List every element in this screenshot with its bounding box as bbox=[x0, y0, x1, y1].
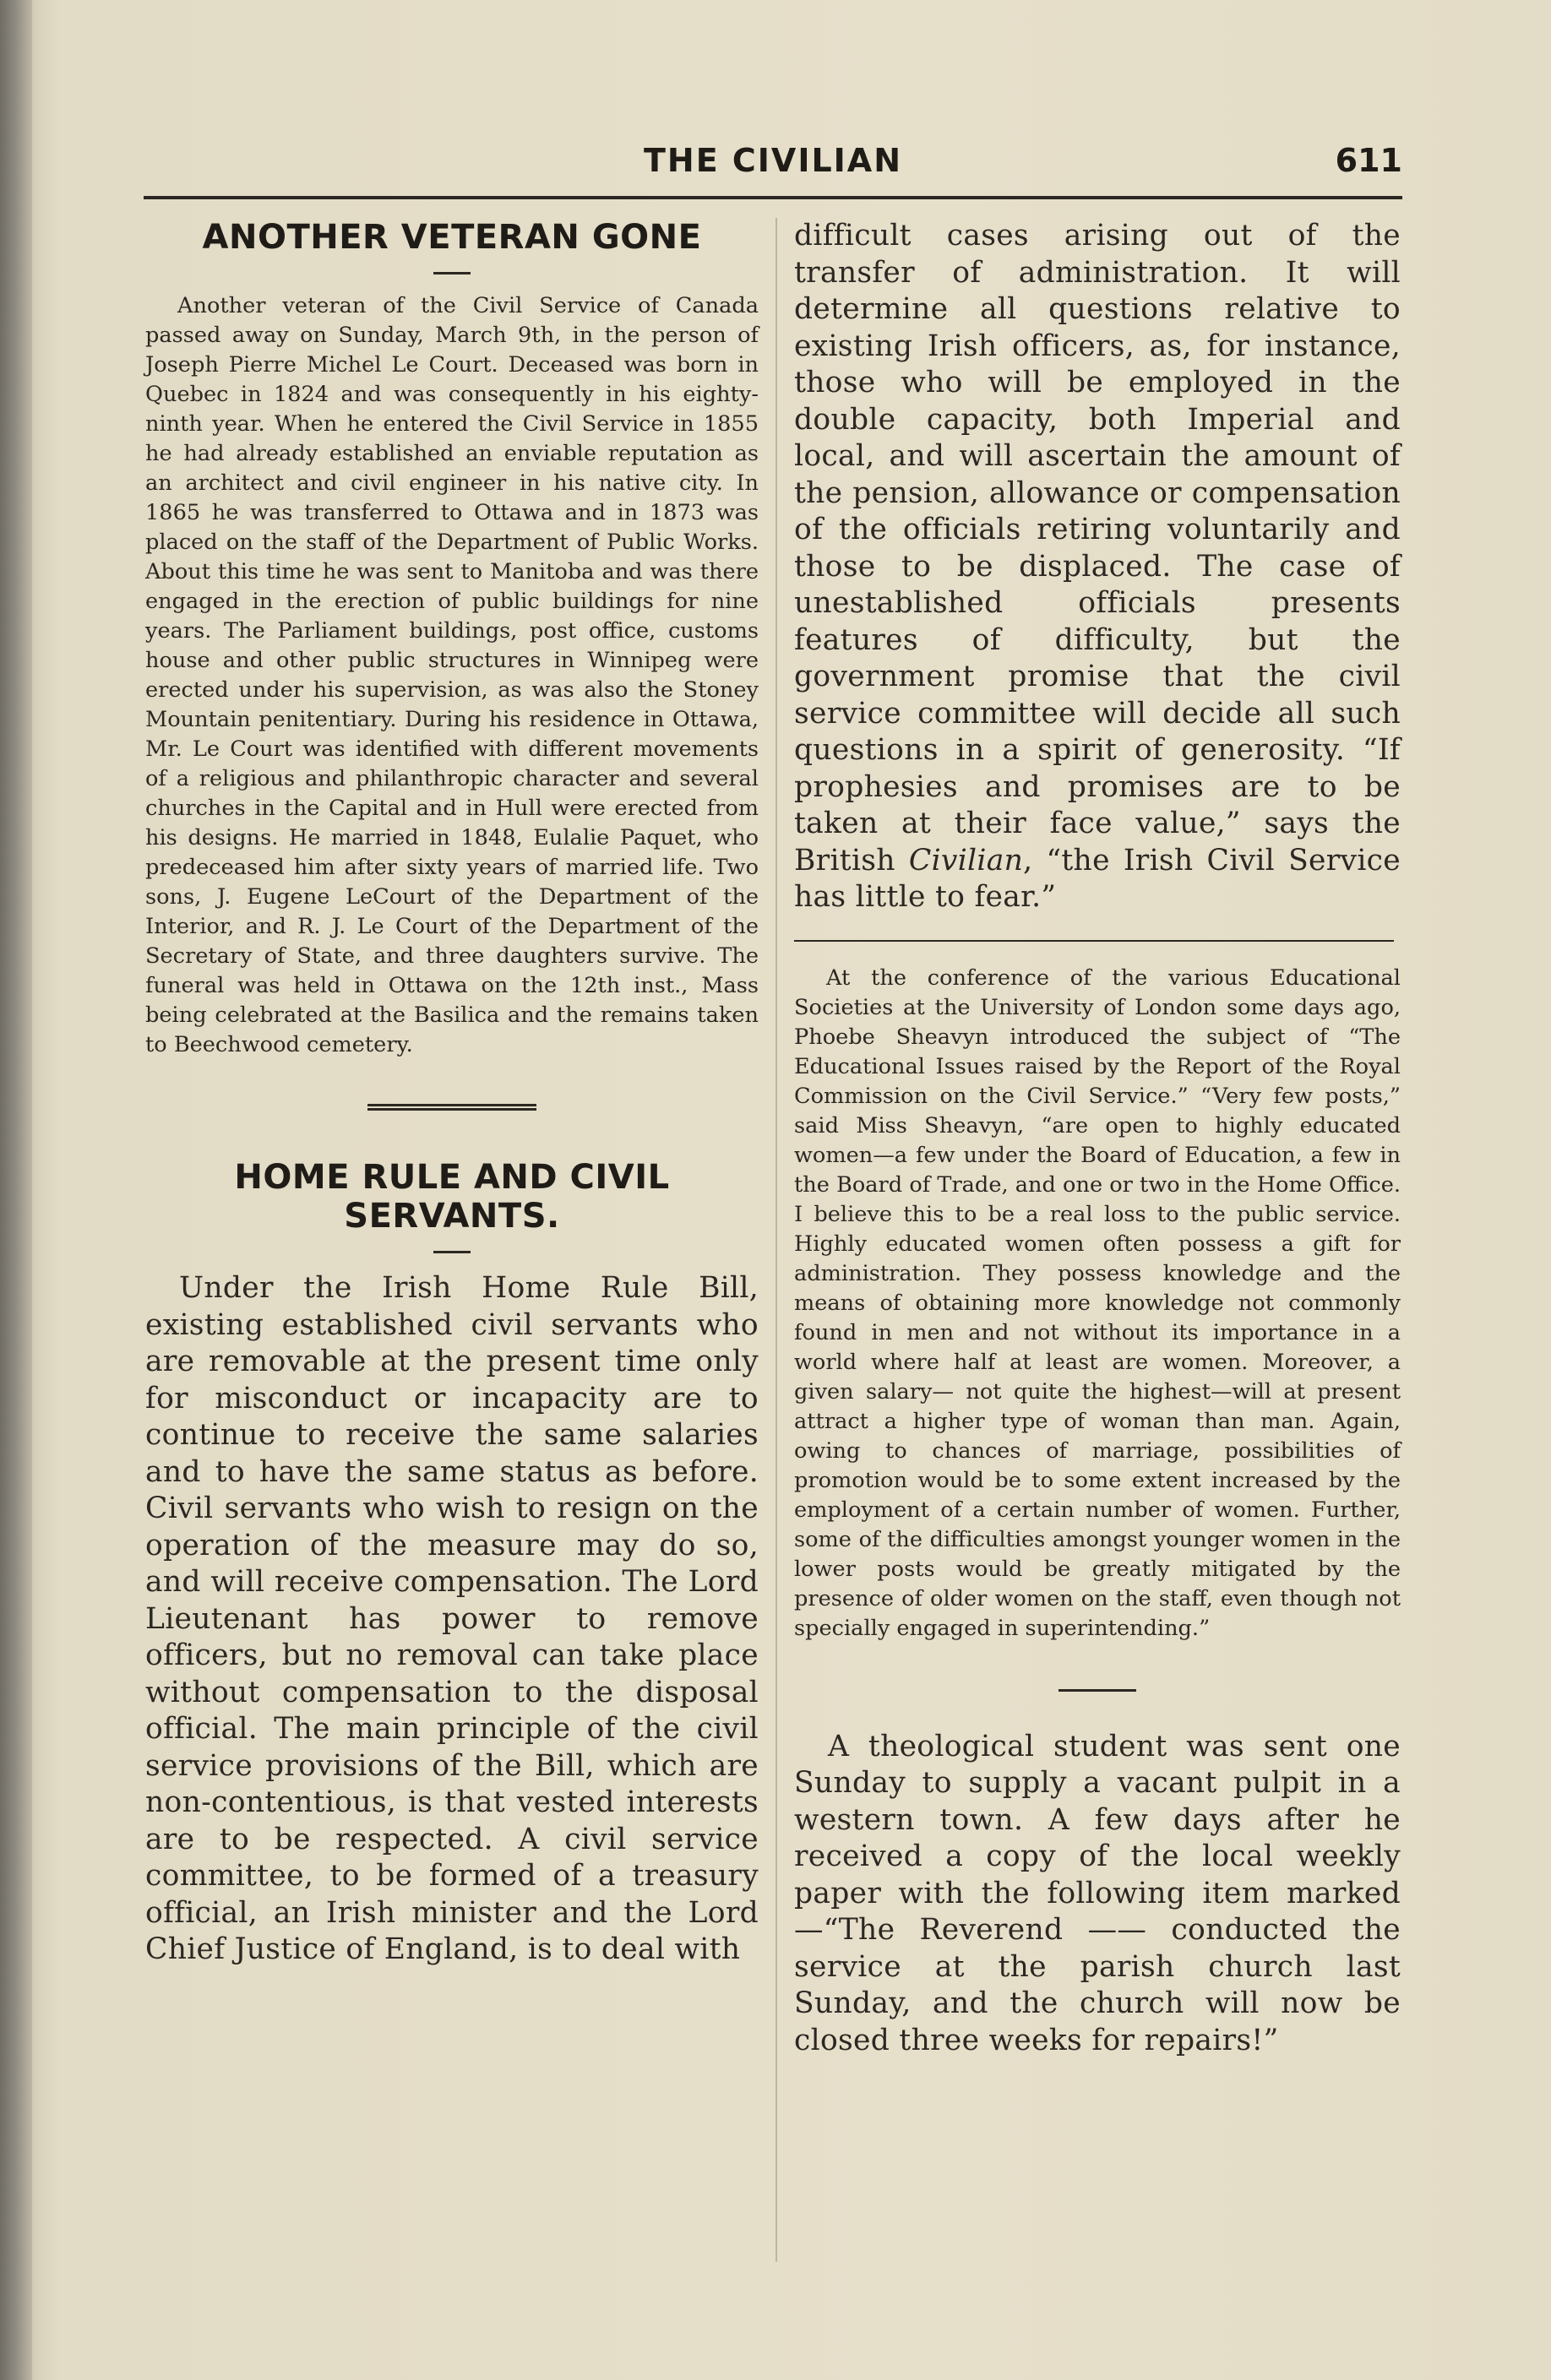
article-headline-veteran: ANOTHER VETERAN GONE bbox=[202, 218, 702, 257]
section-separator bbox=[367, 1104, 536, 1111]
article-headline-home-rule: HOME RULE AND CIVIL SERVANTS. bbox=[234, 1158, 670, 1236]
right-column bbox=[794, 218, 1401, 2059]
header-rule bbox=[144, 196, 1402, 199]
running-title: THE CIVILIAN bbox=[643, 142, 903, 179]
headline-dash bbox=[433, 272, 471, 274]
page-header bbox=[144, 135, 1402, 186]
article-body-veteran: Another veteran of the Civil Service of Canada passed away on Sunday, March 9th, in the person of Joseph Pierre Michel Le Court. Deceased was born in Quebec in 1824 and was consequently in his eighty-ninth year. When he entered the Civil Service in 1855 he had already established an enviable reputation as an architect and civil engineer in his native city. In 1865 he was transferred to Ottawa and in 1873 was placed on the staff of the Department of Public Works. About this time he was sent to Manitoba and was there engaged in the erection of public buildings for nine years. The Parliament buildings, post office, customs house and other public structures in Winnipeg were erected under his supervision, as was also the Stoney Mountain penitentiary. During his residence in Ottawa, Mr. Le Court was identified with different movements of a religious and philanthropic character and several churches in the Capital and in Hull were erected from his designs. He married in 1848, Eulalie Paquet, who predeceased him after sixty years of married life. Two sons, J. Eugene LeCourt of the Department of the Interior, and R. J. Le Court of the Department of the Secretary of State, and three daughters survive. The funeral was held in Ottawa on the 12th inst., Mass being celebrated at the Basilica and the remains taken to Beechwood cemetery. bbox=[145, 293, 759, 1057]
article-body-home-rule-part1: Under the Irish Home Rule Bill, existing established civil servants who are removable at the present time only for misconduct or incapacity are to continue to receive the same salaries and to have the same status as before. Civil servants who wish to resign on the operation of the measure may do so, and will receive compensation. The Lord Lieutenant has power to remove officers, but no removal can take place without compensation to the disposal official. The main principle of the civil service provisions of the Bill, which are non-contentious, is that vested interests are to be respected. A civil service committee, to be formed of a treasury official, an Irish minister and the Lord Chief Justice of England, is to deal with bbox=[145, 1271, 759, 1966]
article-body-home-rule-part2 bbox=[794, 218, 1401, 916]
article-body-anecdote: A theological student was sent one Sunday to supply a vacant pulpit in a western town. A few days after he received a copy of the local weekly paper with the following item marked —“The Reverend —— conducted the service at the parish church last Sunday, and the church will now be closed three weeks for repairs!” bbox=[794, 1729, 1401, 2057]
article-body-education: At the conference of the various Educational Societies at the University of London some days ago, Phoebe Sheavyn introduced the subject of “The Educational Issues raised by the Report of the Royal Commission on the Civil Service.” “Very few posts,” said Miss Sheavyn, “are open to highly educated women—a few under the Board of Education, a few in the Board of Trade, and one or two in the Home Office. I believe this to be a real loss to the public service. Highly educated women often possess a gift for administration. They possess knowledge and the means of obtaining more knowledge not commonly found in men and not without its importance in a world where half at least are women. Moreover, a given salary— not quite the highest—will at present attract a higher type of woman than man. Again, owing to chances of marriage, possibilities of promotion would be to some extent increased by the employment of a certain number of women. Further, some of the difficulties amongst younger women in the lower posts would be greatly mitigated by the presence of older women on the staff, even though not specially engaged in superintending.” bbox=[794, 964, 1401, 1641]
headline-dash bbox=[433, 1251, 471, 1253]
column-divider bbox=[776, 218, 777, 2262]
section-separator bbox=[1058, 1689, 1136, 1692]
section-rule bbox=[794, 940, 1394, 942]
home-rule-continued-text: difficult cases arising out of the transfer of administration. It will determine all questions relative to existing Irish officers, as, for instance, those who will be employed in the double capacity, both Imperial and local, and will ascertain the amount of the pension, allowance or compensation of the officials retiring voluntarily and those to be displaced. The case of unestablished officials presents features of difficulty, but the government promise that the civil service committee will decide all such questions in a spirit of generosity. “If prophesies and promises are to be taken at their face value,” says the British bbox=[794, 219, 1401, 878]
page-number: 611 bbox=[1335, 142, 1402, 179]
book-spine-shadow bbox=[0, 0, 32, 2380]
home-rule-closing-text: , “the Irish Civil Service has little to fear.” bbox=[794, 843, 1401, 914]
left-column bbox=[145, 218, 759, 1969]
publication-name: Civilian bbox=[908, 843, 1024, 878]
